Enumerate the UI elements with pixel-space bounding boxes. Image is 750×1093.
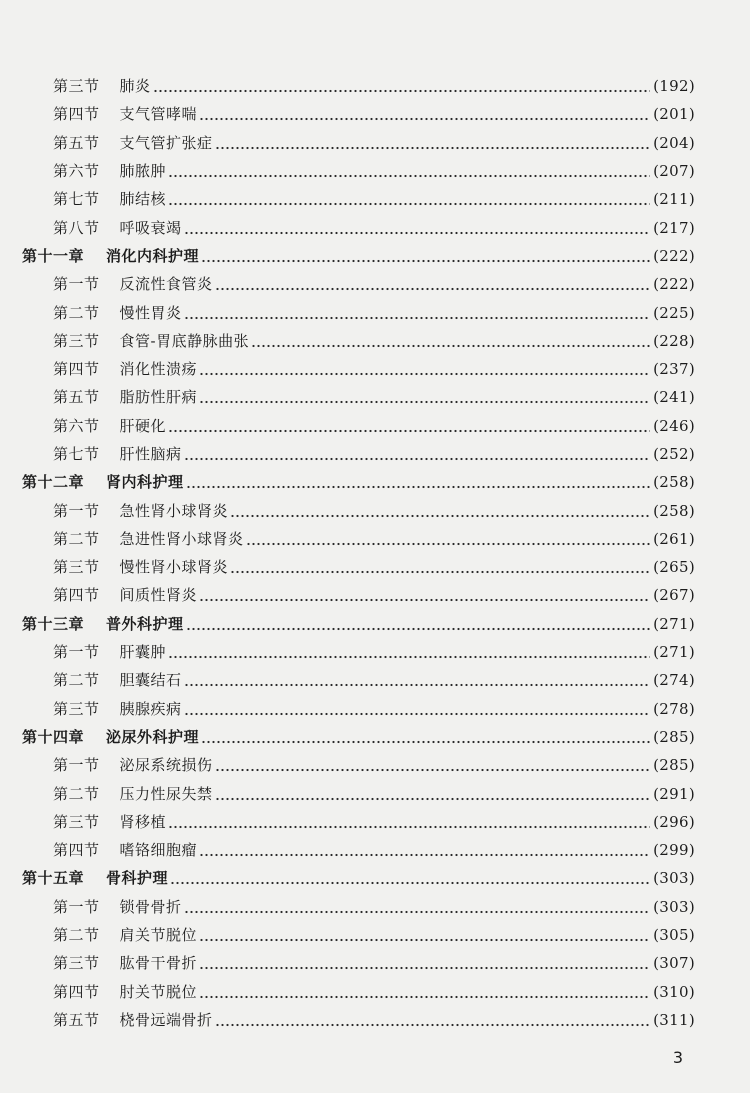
section-title: 胆囊结石 bbox=[119, 671, 182, 690]
section-number: 第五节 bbox=[53, 1010, 100, 1029]
chapter-title: 普外科护理 bbox=[106, 614, 184, 633]
section-number: 第七节 bbox=[53, 445, 100, 463]
toc-section-row bbox=[0, 100, 750, 128]
toc-section-row bbox=[0, 581, 750, 609]
page-reference: (225) bbox=[653, 303, 695, 322]
toc-section-row bbox=[0, 412, 750, 440]
page-reference: (267) bbox=[653, 586, 695, 605]
dot-leader bbox=[199, 928, 650, 942]
section-title: 间质性肾炎 bbox=[119, 586, 198, 605]
toc-section-row bbox=[0, 383, 750, 411]
section-title: 肺炎 bbox=[119, 77, 151, 96]
page-reference: (261) bbox=[653, 529, 695, 548]
chapter-number: 第十五章 bbox=[22, 869, 85, 888]
page-reference: (296) bbox=[653, 812, 695, 831]
section-number: 第一节 bbox=[53, 897, 100, 916]
dot-leader bbox=[199, 390, 650, 404]
page-reference: (285) bbox=[653, 727, 695, 746]
page-reference: (246) bbox=[653, 416, 695, 435]
dot-leader bbox=[230, 560, 650, 574]
toc-section-row bbox=[0, 893, 750, 921]
section-number: 第一节 bbox=[53, 275, 100, 294]
toc-section-row bbox=[0, 355, 750, 383]
page-reference: (285) bbox=[653, 756, 695, 775]
page-reference: (303) bbox=[653, 869, 695, 888]
chapter-number: 第十一章 bbox=[22, 246, 85, 265]
section-number: 第二节 bbox=[53, 671, 100, 690]
page-reference: (252) bbox=[653, 445, 695, 463]
chapter-number: 第十四章 bbox=[22, 727, 85, 746]
section-number: 第二节 bbox=[53, 784, 100, 803]
page-reference: (204) bbox=[653, 133, 695, 152]
section-title: 慢性胃炎 bbox=[119, 303, 182, 322]
page-reference: (271) bbox=[653, 614, 695, 633]
toc-section-row bbox=[0, 213, 750, 241]
chapter-title: 肾内科护理 bbox=[106, 473, 184, 492]
toc-section-row bbox=[0, 666, 750, 694]
toc-section-row bbox=[0, 327, 750, 355]
section-number: 第三节 bbox=[53, 558, 100, 577]
section-number: 第三节 bbox=[53, 77, 100, 96]
table-of-contents bbox=[0, 72, 750, 1034]
toc-section-row bbox=[0, 440, 750, 468]
section-number: 第五节 bbox=[53, 133, 100, 152]
page-reference: (241) bbox=[653, 388, 695, 407]
section-number: 第八节 bbox=[53, 218, 100, 237]
dot-leader bbox=[170, 871, 650, 885]
section-number: 第四节 bbox=[53, 360, 100, 379]
dot-leader bbox=[215, 758, 651, 772]
section-number: 第四节 bbox=[53, 982, 100, 1001]
chapter-number: 第十三章 bbox=[22, 614, 85, 633]
chapter-title: 消化内科护理 bbox=[106, 246, 200, 265]
dot-leader bbox=[168, 645, 650, 659]
section-number: 第三节 bbox=[53, 331, 100, 350]
dot-leader bbox=[251, 334, 650, 348]
section-title: 肘关节脱位 bbox=[119, 982, 198, 1001]
page-reference: (222) bbox=[653, 275, 695, 294]
section-title: 嗜铬细胞瘤 bbox=[119, 841, 198, 860]
chapter-title: 骨科护理 bbox=[106, 869, 169, 888]
section-title: 急进性肾小球肾炎 bbox=[119, 529, 244, 548]
page-reference: (222) bbox=[653, 246, 695, 265]
section-title: 脂肪性肝病 bbox=[119, 388, 198, 407]
section-title: 肩关节脱位 bbox=[119, 926, 198, 945]
page-reference: (237) bbox=[653, 360, 695, 379]
toc-section-row bbox=[0, 751, 750, 779]
dot-leader bbox=[184, 900, 651, 914]
dot-leader bbox=[199, 588, 650, 602]
toc-chapter-row bbox=[0, 864, 750, 892]
page-reference: (192) bbox=[653, 77, 695, 96]
section-title: 肾移植 bbox=[119, 812, 167, 831]
toc-section-row bbox=[0, 638, 750, 666]
section-number: 第一节 bbox=[53, 643, 100, 662]
section-number: 第三节 bbox=[53, 954, 100, 973]
section-title: 食管-胃底静脉曲张 bbox=[119, 331, 250, 350]
page-reference: (274) bbox=[653, 671, 695, 690]
section-title: 肱骨干骨折 bbox=[119, 954, 198, 973]
section-title: 急性肾小球肾炎 bbox=[119, 501, 229, 520]
dot-leader bbox=[168, 815, 650, 829]
dot-leader bbox=[215, 787, 651, 801]
page-reference: (207) bbox=[653, 162, 695, 181]
page-reference: (310) bbox=[653, 982, 695, 1001]
dot-leader bbox=[201, 249, 650, 263]
toc-section-row bbox=[0, 1006, 750, 1034]
toc-section-row bbox=[0, 270, 750, 298]
page-reference: (291) bbox=[653, 784, 695, 803]
section-title: 肝性脑病 bbox=[119, 445, 182, 463]
section-title: 肝囊肿 bbox=[119, 643, 167, 662]
section-number: 第三节 bbox=[53, 699, 100, 718]
dot-leader bbox=[199, 985, 650, 999]
dot-leader bbox=[184, 221, 651, 235]
section-title: 反流性食管炎 bbox=[119, 275, 213, 294]
toc-section-row bbox=[0, 779, 750, 807]
toc-chapter-row bbox=[0, 610, 750, 638]
dot-leader bbox=[184, 673, 651, 687]
toc-section-row bbox=[0, 978, 750, 1006]
dot-leader bbox=[168, 192, 650, 206]
section-number: 第七节 bbox=[53, 190, 100, 209]
page-reference: (211) bbox=[653, 190, 695, 209]
section-title: 支气管哮喘 bbox=[119, 105, 198, 124]
dot-leader bbox=[199, 362, 650, 376]
page-reference: (299) bbox=[653, 841, 695, 860]
section-number: 第一节 bbox=[53, 756, 100, 775]
page-reference: (201) bbox=[653, 105, 695, 124]
section-title: 呼吸衰竭 bbox=[119, 218, 182, 237]
toc-section-row bbox=[0, 525, 750, 553]
dot-leader bbox=[230, 504, 650, 518]
dot-leader bbox=[215, 136, 651, 150]
page-reference: (258) bbox=[653, 473, 695, 492]
section-title: 消化性溃疡 bbox=[119, 360, 198, 379]
page-reference: (258) bbox=[653, 501, 695, 520]
page-reference: (265) bbox=[653, 558, 695, 577]
section-number: 第二节 bbox=[53, 529, 100, 548]
page-reference: (217) bbox=[653, 218, 695, 237]
toc-section-row bbox=[0, 836, 750, 864]
section-title: 胰腺疾病 bbox=[119, 699, 182, 718]
dot-leader bbox=[184, 447, 651, 461]
section-title: 慢性肾小球肾炎 bbox=[119, 558, 229, 577]
dot-leader bbox=[186, 475, 651, 489]
toc-section-row bbox=[0, 695, 750, 723]
toc-chapter-row bbox=[0, 468, 750, 496]
section-number: 第四节 bbox=[53, 586, 100, 605]
toc-section-row bbox=[0, 808, 750, 836]
toc-section-row bbox=[0, 496, 750, 524]
section-number: 第一节 bbox=[53, 501, 100, 520]
page-reference: (271) bbox=[653, 643, 695, 662]
toc-section-row bbox=[0, 921, 750, 949]
chapter-title: 泌尿外科护理 bbox=[106, 727, 200, 746]
section-title: 支气管扩张症 bbox=[119, 133, 213, 152]
toc-section-row bbox=[0, 72, 750, 100]
toc-section-row bbox=[0, 553, 750, 581]
page-reference: (305) bbox=[653, 926, 695, 945]
toc-chapter-row bbox=[0, 242, 750, 270]
section-number: 第四节 bbox=[53, 105, 100, 124]
dot-leader bbox=[184, 702, 651, 716]
page-reference: (228) bbox=[653, 331, 695, 350]
dot-leader bbox=[168, 419, 650, 433]
page-reference: (311) bbox=[653, 1010, 695, 1029]
dot-leader bbox=[153, 79, 651, 93]
toc-chapter-row bbox=[0, 723, 750, 751]
toc-section-row bbox=[0, 949, 750, 977]
section-title: 泌尿系统损伤 bbox=[119, 756, 213, 775]
section-title: 锁骨骨折 bbox=[119, 897, 182, 916]
page-reference: (303) bbox=[653, 897, 695, 916]
dot-leader bbox=[201, 730, 650, 744]
section-title: 肺脓肿 bbox=[119, 162, 167, 181]
toc-section-row bbox=[0, 157, 750, 185]
section-number: 第二节 bbox=[53, 926, 100, 945]
dot-leader bbox=[246, 532, 651, 546]
page-reference: (278) bbox=[653, 699, 695, 718]
section-number: 第五节 bbox=[53, 388, 100, 407]
section-number: 第二节 bbox=[53, 303, 100, 322]
dot-leader bbox=[186, 617, 651, 631]
section-title: 肺结核 bbox=[119, 190, 167, 209]
dot-leader bbox=[184, 306, 651, 320]
page-number: 3 bbox=[672, 1048, 683, 1067]
dot-leader bbox=[215, 277, 651, 291]
page-reference: (307) bbox=[653, 954, 695, 973]
section-title: 压力性尿失禁 bbox=[119, 784, 213, 803]
section-title: 肝硬化 bbox=[119, 416, 167, 435]
dot-leader bbox=[199, 956, 650, 970]
section-title: 桡骨远端骨折 bbox=[119, 1010, 213, 1029]
chapter-number: 第十二章 bbox=[22, 473, 85, 492]
dot-leader bbox=[199, 107, 650, 121]
dot-leader bbox=[215, 1013, 651, 1027]
toc-section-row bbox=[0, 298, 750, 326]
section-number: 第六节 bbox=[53, 416, 100, 435]
toc-section-row bbox=[0, 129, 750, 157]
dot-leader bbox=[199, 843, 650, 857]
section-number: 第三节 bbox=[53, 812, 100, 831]
toc-section-row bbox=[0, 185, 750, 213]
section-number: 第六节 bbox=[53, 162, 100, 181]
dot-leader bbox=[168, 164, 650, 178]
section-number: 第四节 bbox=[53, 841, 100, 860]
